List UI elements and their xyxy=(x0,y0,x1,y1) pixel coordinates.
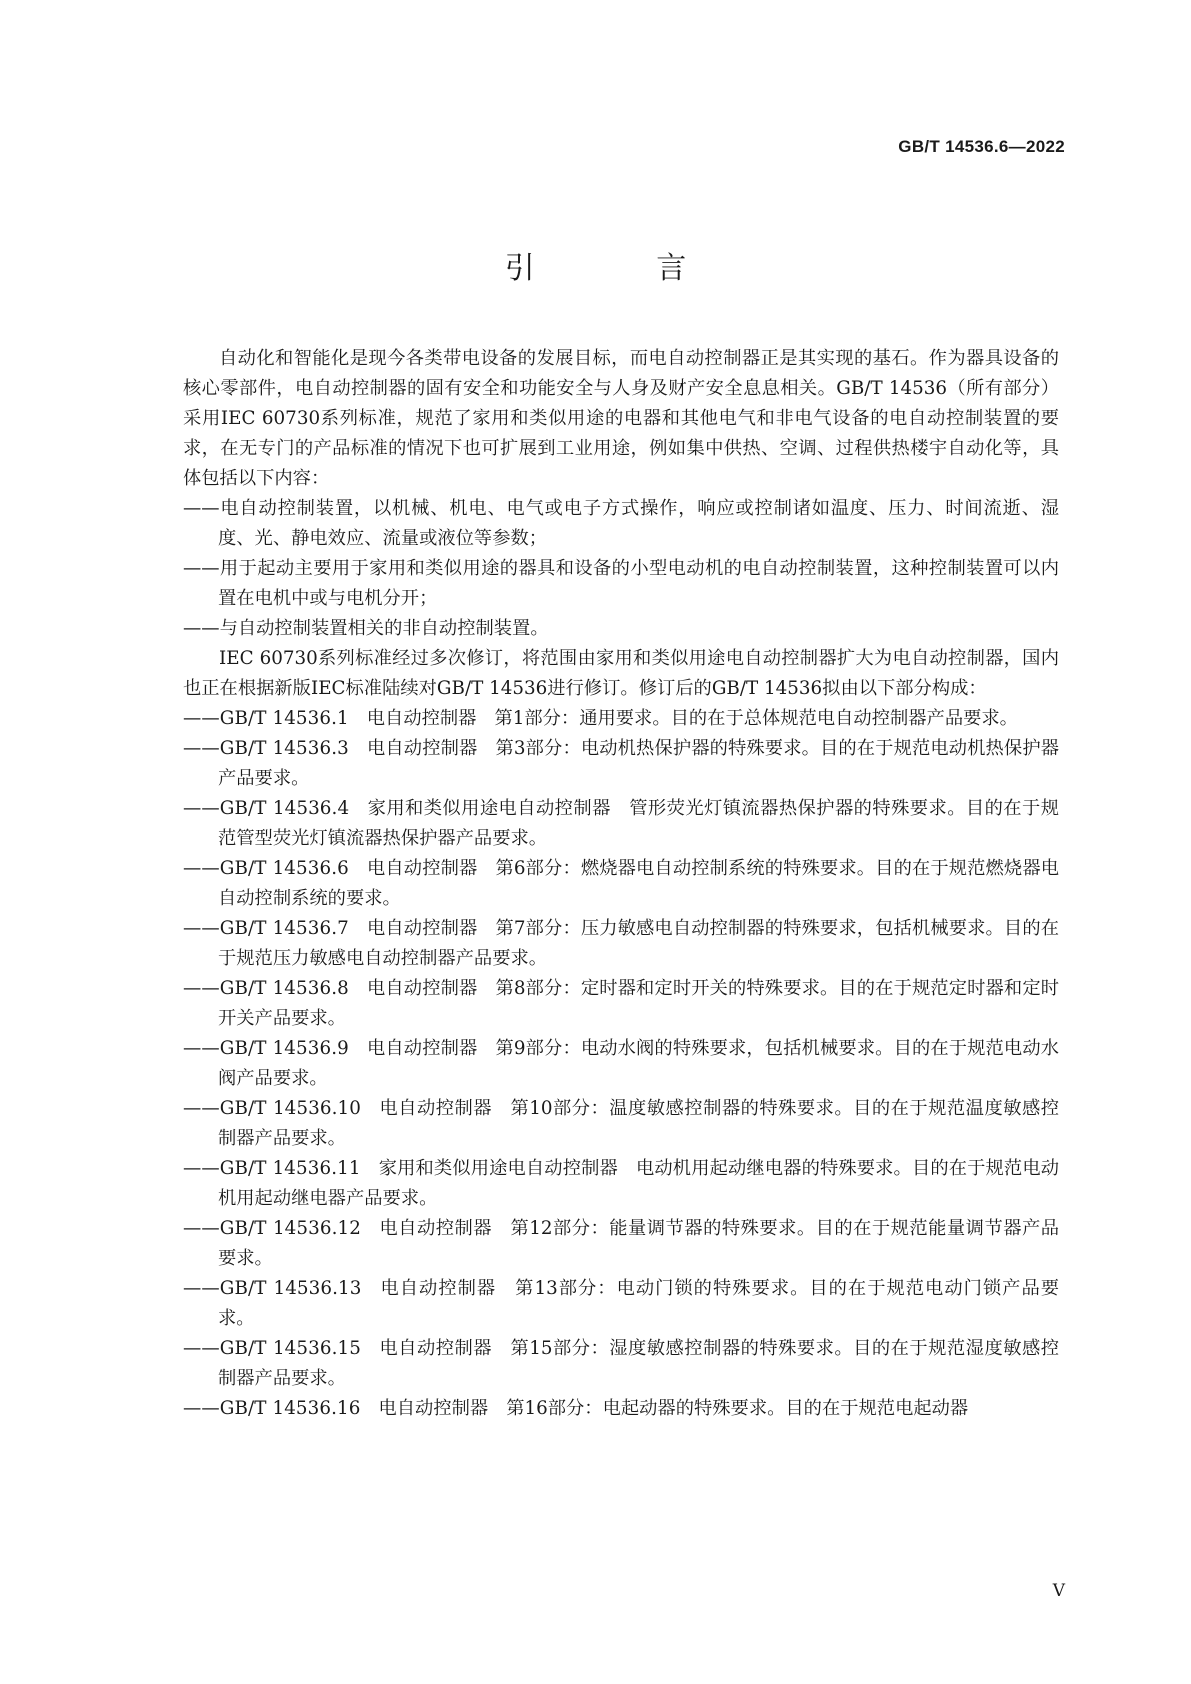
standard-code: ——GB/T 14536.6 xyxy=(183,858,349,879)
standard-description: 第15部分：湿度敏感控制器的特殊要求。目的在于规范湿度敏感控制器产品要求。 xyxy=(218,1338,1060,1389)
standard-description: 第3部分：电动机热保护器的特殊要求。目的在于规范电动机热保护器产品要求。 xyxy=(218,738,1060,789)
standard-name: 电自动控制器 xyxy=(378,1218,493,1239)
standard-part-item xyxy=(183,974,1059,1034)
standard-part-item xyxy=(183,704,1059,734)
standard-name: 电自动控制器 xyxy=(366,1038,478,1059)
standard-part-item xyxy=(183,854,1059,914)
scope-list xyxy=(183,494,1059,644)
scope-item: ——与自动控制装置相关的非自动控制装置。 xyxy=(183,618,549,639)
standard-part-item xyxy=(183,1034,1059,1094)
standard-description: 第12部分：能量调节器的特殊要求。目的在于规范能量调节器产品要求。 xyxy=(218,1218,1060,1269)
standard-description: 管形荧光灯镇流器热保护器的特殊要求。目的在于规范管型荧光灯镇流器热保护器产品要求。 xyxy=(218,798,1059,849)
standard-code: ——GB/T 14536.12 xyxy=(183,1218,361,1239)
standard-description: 第13部分：电动门锁的特殊要求。目的在于规范电动门锁产品要求。 xyxy=(218,1278,1060,1329)
standard-description: 第6部分：燃烧器电自动控制系统的特殊要求。目的在于规范燃烧器电自动控制系统的要求。 xyxy=(218,858,1060,909)
standard-code: ——GB/T 14536.10 xyxy=(183,1098,361,1119)
standard-code: ——GB/T 14536.15 xyxy=(183,1338,361,1359)
standard-code: ——GB/T 14536.3 xyxy=(183,738,349,759)
standard-name: 电自动控制器 xyxy=(366,708,477,729)
standard-name: 电自动控制器 xyxy=(366,918,478,939)
standard-code: ——GB/T 14536.16 xyxy=(183,1398,361,1419)
scope-item: ——电自动控制装置，以机械、机电、电气或电子方式操作，响应或控制诸如温度、压力、时间流逝、湿度、光、静电效应、流量或液位等参数； xyxy=(183,498,1059,549)
standard-part-item xyxy=(183,734,1059,794)
standard-code: ——GB/T 14536.8 xyxy=(183,978,349,999)
standard-name: 电自动控制器 xyxy=(366,738,478,759)
standard-description: 第8部分：定时器和定时开关的特殊要求。目的在于规范定时器和定时开关产品要求。 xyxy=(218,978,1060,1029)
standard-part-item xyxy=(183,1334,1059,1394)
standard-name: 电自动控制器 xyxy=(366,978,478,999)
standard-description: 第16部分：电起动器的特殊要求。目的在于规范电起动器 xyxy=(506,1398,969,1419)
standard-description: 第9部分：电动水阀的特殊要求，包括机械要求。目的在于规范电动水阀产品要求。 xyxy=(218,1038,1060,1089)
standard-description: 第7部分：压力敏感电自动控制器的特殊要求，包括机械要求。目的在于规范压力敏感电自动控制器产品要求。 xyxy=(218,918,1060,969)
standard-name: 家用和类似用途电自动控制器 xyxy=(378,1158,618,1179)
standard-name: 电自动控制器 xyxy=(378,1098,493,1119)
standard-code: ——GB/T 14536.11 xyxy=(183,1158,361,1179)
page-title: 引 言 xyxy=(504,251,743,286)
standard-description: 第1部分：通用要求。目的在于总体规范电自动控制器产品要求。 xyxy=(494,708,1018,729)
standard-code: ——GB/T 14536.7 xyxy=(183,918,349,939)
document-body xyxy=(183,344,1059,1424)
standard-name: 电自动控制器 xyxy=(378,1338,493,1359)
standard-code: ——GB/T 14536.9 xyxy=(183,1038,349,1059)
standard-part-item xyxy=(183,794,1059,854)
standard-name: 电自动控制器 xyxy=(378,1398,489,1419)
standard-code: ——GB/T 14536.4 xyxy=(183,798,350,819)
standard-name: 电自动控制器 xyxy=(366,858,478,879)
standard-part-item xyxy=(183,1094,1059,1154)
series-paragraph: IEC 60730系列标准经过多次修订，将范围由家用和类似用途电自动控制器扩大为电自动控制器，国内也正在根据新版IEC标准陆续对GB/T 14536进行修订。修订后的GB/T 14536拟由以下部分构成： xyxy=(183,648,1059,699)
standard-part-item xyxy=(183,1214,1059,1274)
standard-part-item xyxy=(183,1154,1059,1214)
parts-list xyxy=(183,704,1059,1424)
intro-paragraph: 自动化和智能化是现今各类带电设备的发展目标，而电自动控制器正是其实现的基石。作为器具设备的核心零部件，电自动控制器的固有安全和功能安全与人身及财产安全息息相关。GB/T 14536（所有部分）采用IEC 60730系列标准，规范了家用和类似用途的电器和其他电气和非电气设备的电自动控制装置的要求，在无专门的产品标准的情况下也可扩展到工业用途，例如集中供热、空调、过程供热楼宇自动化等，具体包括以下内容： xyxy=(183,348,1059,489)
standard-description: 电动机用起动继电器的特殊要求。目的在于规范电动机用起动继电器产品要求。 xyxy=(218,1158,1060,1209)
standard-part-item xyxy=(183,914,1059,974)
standard-code: ——GB/T 14536.1 xyxy=(183,708,349,729)
scope-item: ——用于起动主要用于家用和类似用途的器具和设备的小型电动机的电自动控制装置，这种控制装置可以内置在电机中或与电机分开； xyxy=(183,558,1059,609)
standard-part-item xyxy=(183,1274,1059,1334)
standard-description: 第10部分：温度敏感控制器的特殊要求。目的在于规范温度敏感控制器产品要求。 xyxy=(218,1098,1060,1149)
standard-part-item xyxy=(183,1394,1059,1424)
standard-code: ——GB/T 14536.13 xyxy=(183,1278,362,1299)
standard-name: 电自动控制器 xyxy=(379,1278,497,1299)
page-number: V xyxy=(1052,1581,1065,1601)
document-id-header: GB/T 14536.6—2022 xyxy=(898,137,1065,156)
standard-name: 家用和类似用途电自动控制器 xyxy=(367,798,611,819)
